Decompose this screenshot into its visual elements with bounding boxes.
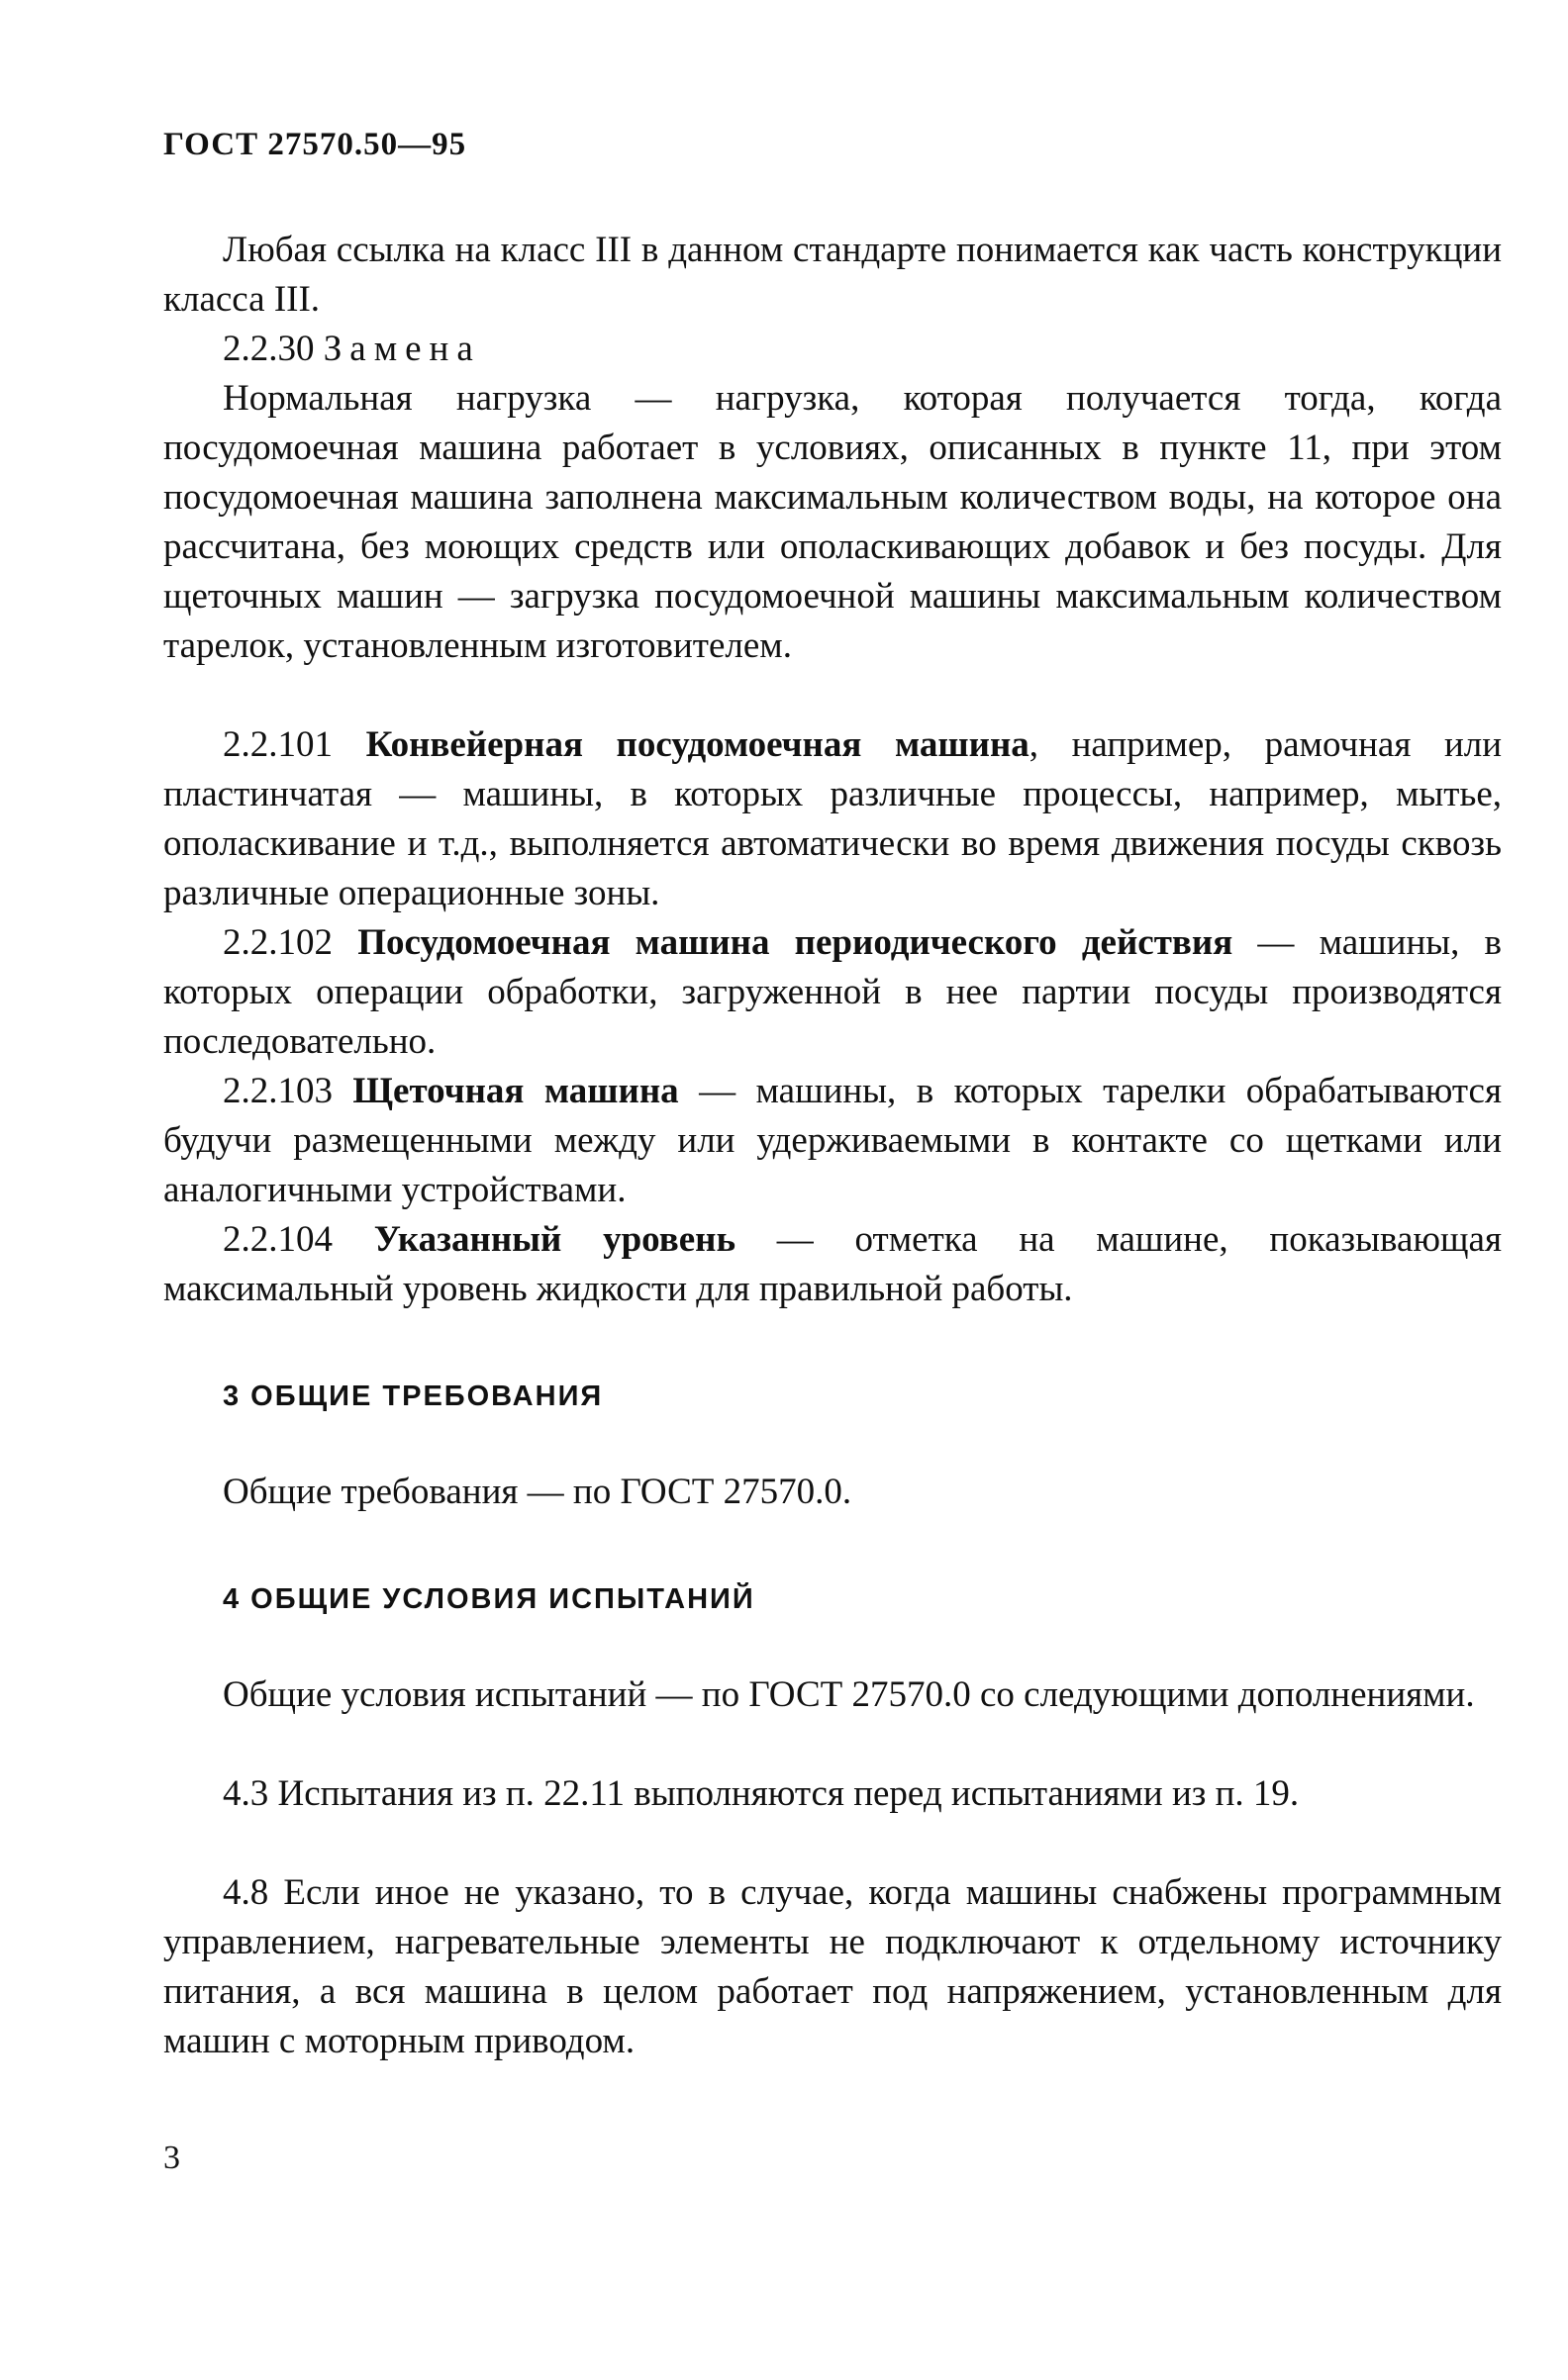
clause-2-2-101 (163, 720, 1502, 918)
clause-2-2-30-title (163, 325, 1502, 374)
item-4-8: 4.8 Если иное не указано, то в случае, когда машины снабжены программным управлением, нагревательные элементы не подключают к отдельному источнику питания, а вся машина в целом работает под напряжением, установленным для машин с моторным приводом. (163, 1872, 1502, 2061)
page-number: 3 (163, 2140, 180, 2176)
clause-number: 2.2.102 (223, 922, 333, 963)
clause-number: 2.2.101 (223, 724, 333, 765)
clause-term: Указанный уровень (373, 1219, 736, 1260)
clause-title: Замена (323, 329, 481, 369)
intro-paragraph (163, 226, 1502, 325)
clause-term: Конвейерная посудомоечная машина (365, 724, 1029, 765)
clause-number: 2.2.103 (223, 1071, 333, 1111)
document-header: ГОСТ 27570.50—95 (163, 127, 467, 162)
intro-text: Любая ссылка на класс III в данном стандарте понимается как часть конструкции класса III. (163, 230, 1502, 320)
clause-term: Посудомоечная машина периодического действия (357, 922, 1233, 963)
clause-term: Щеточная машина (352, 1071, 679, 1111)
clause-text: Нормальная нагрузка — нагрузка, которая получается тогда, когда посудомоечная машина работает в условиях, описанных в пункте 11, при этом посудомоечная машина заполнена максимальным количеством воды, на которое она рассчитана, без моющих средств или ополаскивающих добавок и без посуды. Для щеточных машин — загрузка посудомоечной машины максимальным количеством тарелок, установленным изготовителем. (163, 378, 1502, 666)
clause-text: — машины, в которых операции обработки, загруженной в нее партии посуды производятся последовательно. (163, 922, 1503, 1062)
clause-2-2-30-text (163, 374, 1502, 671)
clause-2-2-102 (163, 918, 1502, 1067)
clause-text: , например, рамочная или пластинчатая — машины, в которых различные процессы, например, мытье, ополаскивание и т.д., выполняется автоматически во время движения посуды сквозь различные операционные зоны. (163, 724, 1503, 913)
clause-number: 2.2.30 (223, 329, 315, 369)
section-4-text: Общие условия испытаний — по ГОСТ 27570.0 со следующими дополнениями. (223, 1674, 1475, 1715)
clause-text: — отметка на машине, показывающая максимальный уровень жидкости для правильной работы. (163, 1219, 1502, 1309)
clause-2-2-103 (163, 1067, 1502, 1215)
section-3-heading: 3 ОБЩИЕ ТРЕБОВАНИЯ (223, 1380, 604, 1412)
item-4-3: 4.3 Испытания из п. 22.11 выполняются перед испытаниями из п. 19. (223, 1773, 1300, 1814)
clause-2-2-104 (163, 1215, 1502, 1314)
clause-number: 2.2.104 (223, 1219, 333, 1260)
section-4-heading: 4 ОБЩИЕ УСЛОВИЯ ИСПЫТАНИЙ (223, 1583, 755, 1615)
clause-text: — машины, в которых тарелки обрабатываются будучи размещенными между или удерживаемыми в контакте со щетками или аналогичными устройствами. (163, 1071, 1502, 1210)
section-3-text: Общие требования — по ГОСТ 27570.0. (223, 1472, 852, 1512)
